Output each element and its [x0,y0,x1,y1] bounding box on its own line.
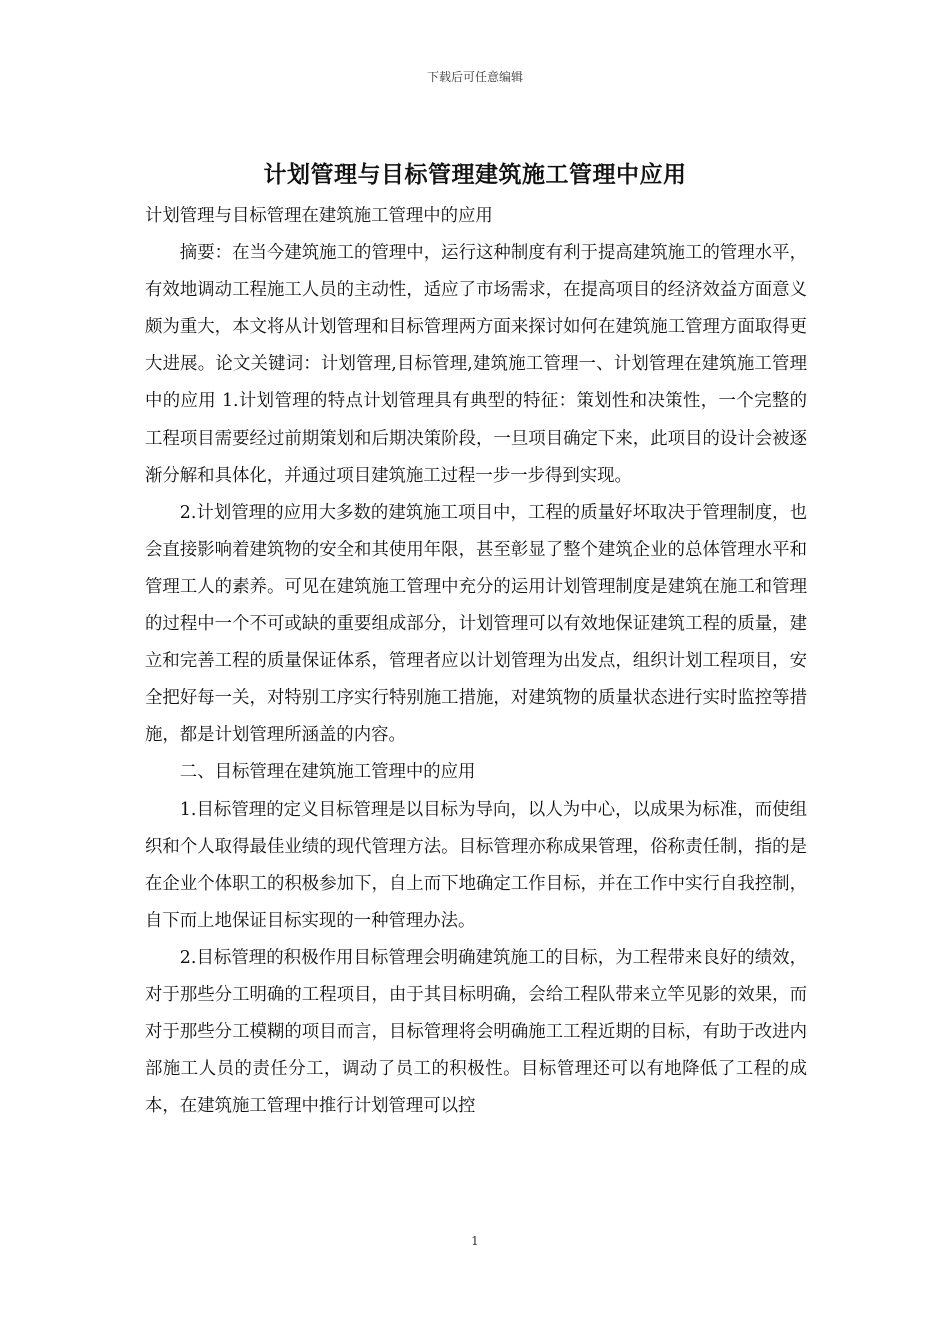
document-title: 计划管理与目标管理建筑施工管理中应用 [263,161,687,188]
abstract-paragraph: 摘要：在当今建筑施工的管理中，运行这种制度有利于提高建筑施工的管理水平，有效地调动工程施工人员的主动性，适应了市场需求，在提高项目的经济效益方面意义颇为重大，本文将从计划管理和目标管理两方面来探讨如何在建筑施工管理方面取得更大进展。论文关键词：计划管理,目标管理,建筑施工管理一、计划管理在建筑施工管理中的应用 1.计划管理的特点计划管理具有典型的特征：策划性和决策性，一个完整的工程项目需要经过前期策划和后期决策阶段，一旦项目确定下来，此项目的设计会被逐渐分解和具体化，并通过项目建筑施工过程一步一步得到实现。 [145,243,807,486]
section-heading: 二、目标管理在建筑施工管理中的应用 [179,762,476,783]
document-body [145,198,807,1125]
header-note: 下载后可任意编辑 [426,70,523,84]
subtitle-paragraph: 计划管理与目标管理在建筑施工管理中的应用 [145,206,493,226]
body-paragraph: 2.目标管理的积极作用目标管理会明确建筑施工的目标，为工程带来良好的绩效，对于那些分工明确的工程项目，由于其目标明确，会给工程队带来立竿见影的效果，而对于那些分工模糊的项目而言，目标管理将会明确施工工程近期的目标，有助于改进内部施工人员的责任分工，调动了员工的积极性。目标管理还可以有地降低了工程的成本，在建筑施工管理中推行计划管理可以控 [145,947,807,1117]
page-number: 1 [471,1234,479,1248]
body-paragraph: 1.目标管理的定义目标管理是以目标为导向，以人为中心，以成果为标准，而使组织和个人取得最佳业绩的现代管理方法。目标管理亦称成果管理，俗称责任制，指的是在企业个体职工的积极参加下，自上而下地确定工作目标，并在工作中实行自我控制，自下而上地保证目标实现的一种管理办法。 [145,799,807,931]
body-paragraph: 2.计划管理的应用大多数的建筑施工项目中，工程的质量好坏取决于管理制度，也会直接影响着建筑物的安全和其使用年限，甚至彰显了整个建筑企业的总体管理水平和管理工人的素养。可见在建筑施工管理中充分的运用计划管理制度是建筑在施工和管理的过程中一个不可或缺的重要组成部分，计划管理可以有效地保证建筑工程的质量，建立和完善工程的质量保证体系，管理者应以计划管理为出发点，组织计划工程项目，安全把好每一关，对特别工序实行特别施工措施，对建筑物的质量状态进行实时监控等措施，都是计划管理所涵盖的内容。 [145,502,807,746]
